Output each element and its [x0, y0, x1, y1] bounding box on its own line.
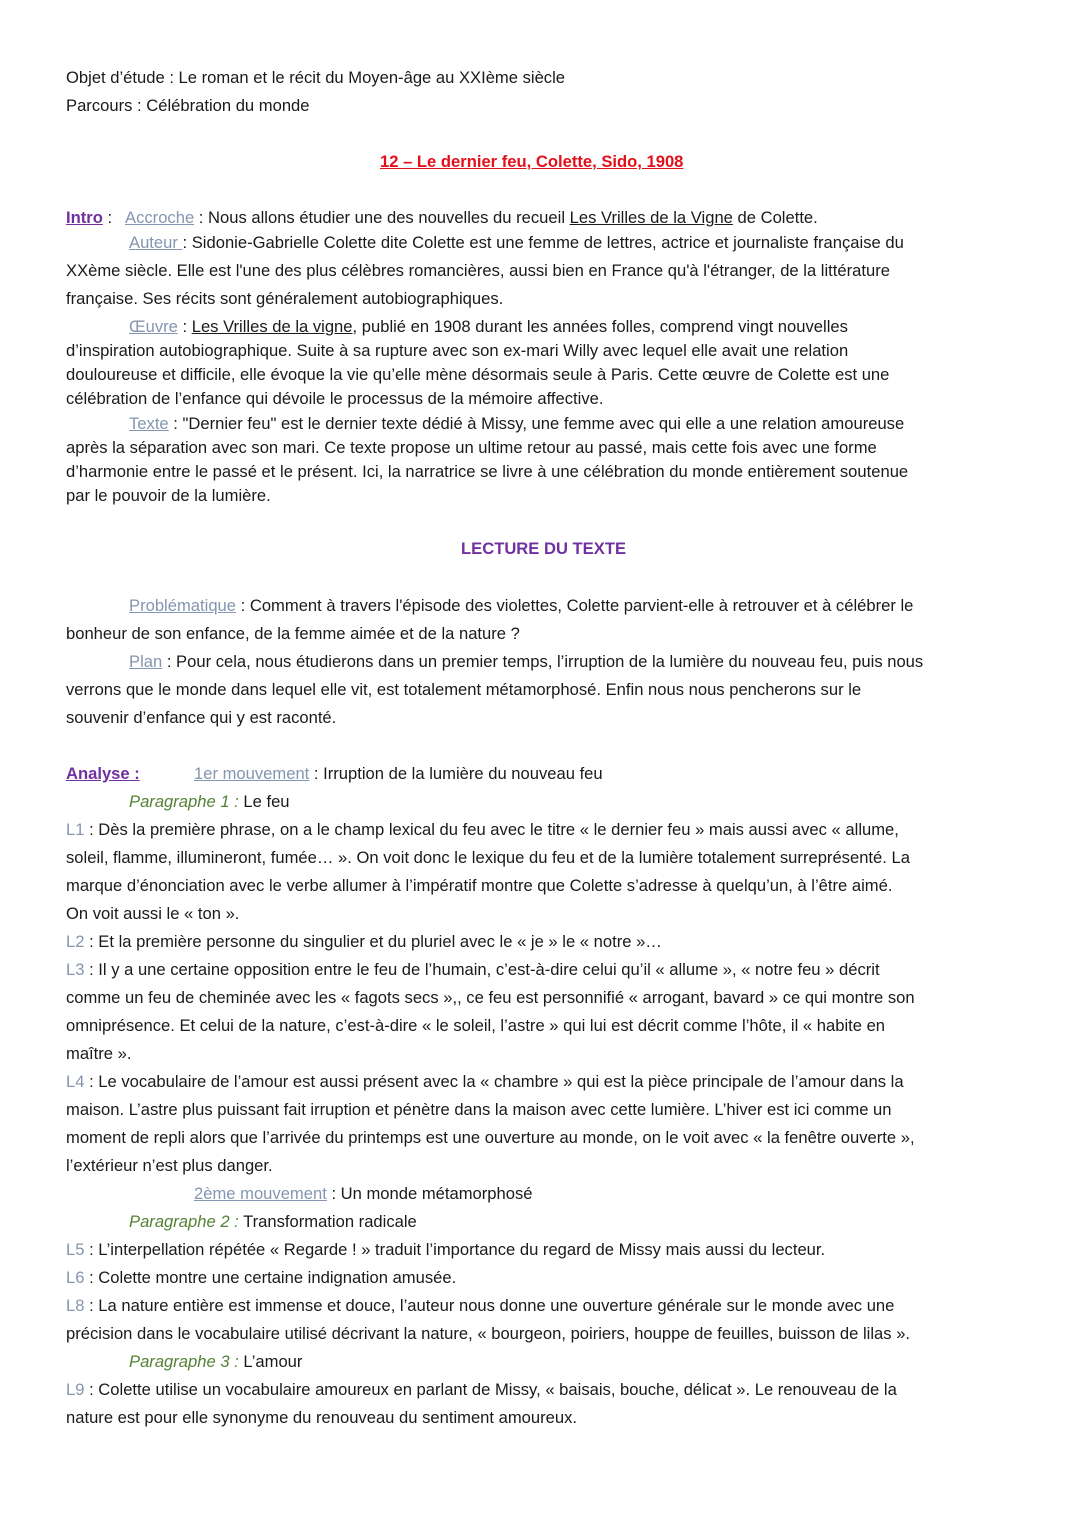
problematique-text-1: : Comment à travers l'épisode des violettes, Colette parvient-elle à retrouver et à célébrer le — [236, 596, 914, 615]
lecture-title: LECTURE DU TEXTE — [461, 539, 627, 558]
L2-text-a: : Et la première personne du singulier et du pluriel avec le « je » le « notre »… — [84, 932, 662, 951]
analyse-label: Analyse : — [66, 764, 140, 783]
L6-line-1 — [66, 1268, 456, 1288]
L3-text-a: : Il y a une certaine opposition entre le feu de l’humain, c’est-à-dire celui qu’il « allume », « notre feu » décrit — [84, 960, 880, 979]
objet-etude: Objet d’étude : Le roman et le récit du Moyen-âge au XXIème siècle — [66, 68, 566, 87]
texte-label: Texte — [129, 414, 169, 433]
L5-tag: L5 — [66, 1240, 85, 1259]
auteur-line-3: française. Ses récits sont généralement autobiographiques. — [66, 289, 504, 308]
L4-line-3: moment de repli alors que l’arrivée du printemps est une ouverture au monde, on le voit avec « la fenêtre ouverte », — [66, 1128, 915, 1147]
mvt1-line — [194, 764, 603, 784]
L5-text-a: : L’interpellation répétée « Regarde ! » traduit l’importance du regard de Missy mais aussi du lecteur. — [84, 1240, 826, 1259]
auteur-line-1 — [129, 233, 904, 253]
L8-line-2: précision dans le vocabulaire utilisé décrivant la nature, « bourgeon, poiriers, houppe de feuilles, buisson de lilas ». — [66, 1324, 911, 1343]
L4-line-2: maison. L’astre plus puissant fait irruption et pénètre dans la maison avec cette lumière. L’hiver est ici comme un — [66, 1100, 892, 1119]
p1-label: Paragraphe 1 : — [129, 792, 239, 811]
p3-text: L’amour — [238, 1352, 303, 1371]
L4-tag: L4 — [66, 1072, 85, 1091]
texte-line-2: après la séparation avec son mari. Ce texte propose un ultime retour au passé, mais cette fois avec une forme — [66, 438, 877, 457]
L1-line-4: On voit aussi le « ton ». — [66, 904, 240, 923]
plan-label: Plan — [129, 652, 163, 671]
L1-line-2: soleil, flamme, illumineront, fumée… ». On voit donc le lexique du feu et de la lumière totalement surreprésenté. La — [66, 848, 910, 867]
accroche-text-a: : Nous allons étudier une des nouvelles du recueil — [194, 208, 570, 227]
p1-text: Le feu — [238, 792, 290, 811]
L3-line-3: omniprésence. Et celui de la nature, c’est-à-dire « le soleil, l’astre » qui lui est décrit comme l’hôte, il « habite en — [66, 1016, 886, 1035]
mvt1-text: : Irruption de la lumière du nouveau feu — [309, 764, 603, 783]
L1-tag: L1 — [66, 820, 85, 839]
p2-label: Paragraphe 2 : — [129, 1212, 239, 1231]
oeuvre-line-1 — [129, 317, 848, 337]
L1-line-3: marque d’énonciation avec le verbe allumer à l’impératif montre que Colette s’adresse à quelqu’un, à l’être aimé. — [66, 876, 893, 895]
auteur-text-1: : Sidonie-Gabrielle Colette dite Colette est une femme de lettres, actrice et journaliste française du — [182, 233, 904, 252]
problematique-label: Problématique — [129, 596, 237, 615]
p2-text: Transformation radicale — [238, 1212, 417, 1231]
paragraphe-1-line — [129, 792, 290, 812]
texte-text-1: : "Dernier feu" est le dernier texte dédié à Missy, une femme avec qui elle a une relation amoureuse — [168, 414, 905, 433]
L2-line-1 — [66, 932, 662, 952]
oeuvre-line-4: célébration de l’enfance qui dévoile le processus de la mémoire affective. — [66, 389, 604, 408]
accroche-book: Les Vrilles de la Vigne — [569, 208, 733, 227]
mvt2-line — [194, 1184, 533, 1204]
L8-tag: L8 — [66, 1296, 85, 1315]
L6-tag: L6 — [66, 1268, 85, 1287]
page-title: 12 – Le dernier feu, Colette, Sido, 1908 — [380, 152, 684, 171]
L3-line-1 — [66, 960, 880, 980]
problematique-line-2: bonheur de son enfance, de la femme aimée et de la nature ? — [66, 624, 520, 643]
oeuvre-book: Les Vrilles de la vigne — [191, 317, 353, 336]
oeuvre-line-3: douloureuse et difficile, elle évoque la vie qu’elle mène désormais seule à Paris. Cette œuvre de Colette est une — [66, 365, 890, 384]
oeuvre-line-2: d’inspiration autobiographique. Suite à sa rupture avec son ex-mari Willy avec lequel elle avait une relation — [66, 341, 849, 360]
paragraphe-2-line — [129, 1212, 417, 1232]
auteur-line-2: XXème siècle. Elle est l'une des plus célèbres romancières, aussi bien en France qu'à l'étranger, de la littérature — [66, 261, 890, 280]
mvt1-label: 1er mouvement — [194, 764, 310, 783]
analyse-label-line — [66, 764, 140, 784]
texte-line-1 — [129, 414, 904, 434]
L9-tag: L9 — [66, 1380, 85, 1399]
L9-text-a: : Colette utilise un vocabulaire amoureux en parlant de Missy, « baisais, bouche, délicat ». Le renouveau de la — [84, 1380, 897, 1399]
intro-sep: : — [102, 208, 126, 227]
oeuvre-sep: : — [177, 317, 192, 336]
oeuvre-text-1: , publié en 1908 durant les années folles, comprend vingt nouvelles — [352, 317, 848, 336]
L5-line-1 — [66, 1240, 825, 1260]
plan-line-3: souvenir d’enfance qui y est raconté. — [66, 708, 337, 727]
plan-text-1: : Pour cela, nous étudierons dans un premier temps, l’irruption de la lumière du nouveau feu, puis nous — [162, 652, 924, 671]
auteur-label: Auteur — [129, 233, 183, 252]
texte-line-3: d’harmonie entre le passé et le présent. Ici, la narratrice se livre à une célébration du monde entièrement soutenue — [66, 462, 909, 481]
oeuvre-label: Œuvre — [129, 317, 178, 336]
L3-line-4: maître ». — [66, 1044, 132, 1063]
texte-line-4: par le pouvoir de la lumière. — [66, 486, 271, 505]
paragraphe-3-line — [129, 1352, 302, 1372]
L4-line-4: l’extérieur n’est plus danger. — [66, 1156, 273, 1175]
L3-line-2: comme un feu de cheminée avec les « fagots secs »,, ce feu est personnifié « arrogant, bavard » ce qui montre son — [66, 988, 915, 1007]
intro-accroche-line — [66, 208, 818, 228]
parcours: Parcours : Célébration du monde — [66, 96, 310, 115]
L2-tag: L2 — [66, 932, 85, 951]
L9-line-1 — [66, 1380, 897, 1400]
L8-line-1 — [66, 1296, 894, 1316]
accroche-text-b: de Colette. — [732, 208, 818, 227]
plan-line-2: verrons que le monde dans lequel elle vit, est totalement métamorphosé. Enfin nous nous pencherons sur le — [66, 680, 862, 699]
mvt2-label: 2ème mouvement — [194, 1184, 327, 1203]
L4-line-1 — [66, 1072, 904, 1092]
intro-label: Intro — [66, 208, 103, 227]
L1-text-a: : Dès la première phrase, on a le champ lexical du feu avec le titre « le dernier feu » mais aussi avec « allume, — [84, 820, 899, 839]
mvt2-text: : Un monde métamorphosé — [326, 1184, 533, 1203]
L1-line-1 — [66, 820, 899, 840]
L8-text-a: : La nature entière est immense et douce, l’auteur nous donne une ouverture générale sur le monde avec une — [84, 1296, 895, 1315]
accroche-label: Accroche — [125, 208, 195, 227]
L4-text-a: : Le vocabulaire de l’amour est aussi présent avec la « chambre » qui est la pièce principale de l’amour dans la — [84, 1072, 904, 1091]
L6-text-a: : Colette montre une certaine indignation amusée. — [84, 1268, 457, 1287]
problematique-line-1 — [129, 596, 913, 616]
L3-tag: L3 — [66, 960, 85, 979]
L9-line-2: nature est pour elle synonyme du renouveau du sentiment amoureux. — [66, 1408, 578, 1427]
p3-label: Paragraphe 3 : — [129, 1352, 239, 1371]
plan-line-1 — [129, 652, 923, 672]
